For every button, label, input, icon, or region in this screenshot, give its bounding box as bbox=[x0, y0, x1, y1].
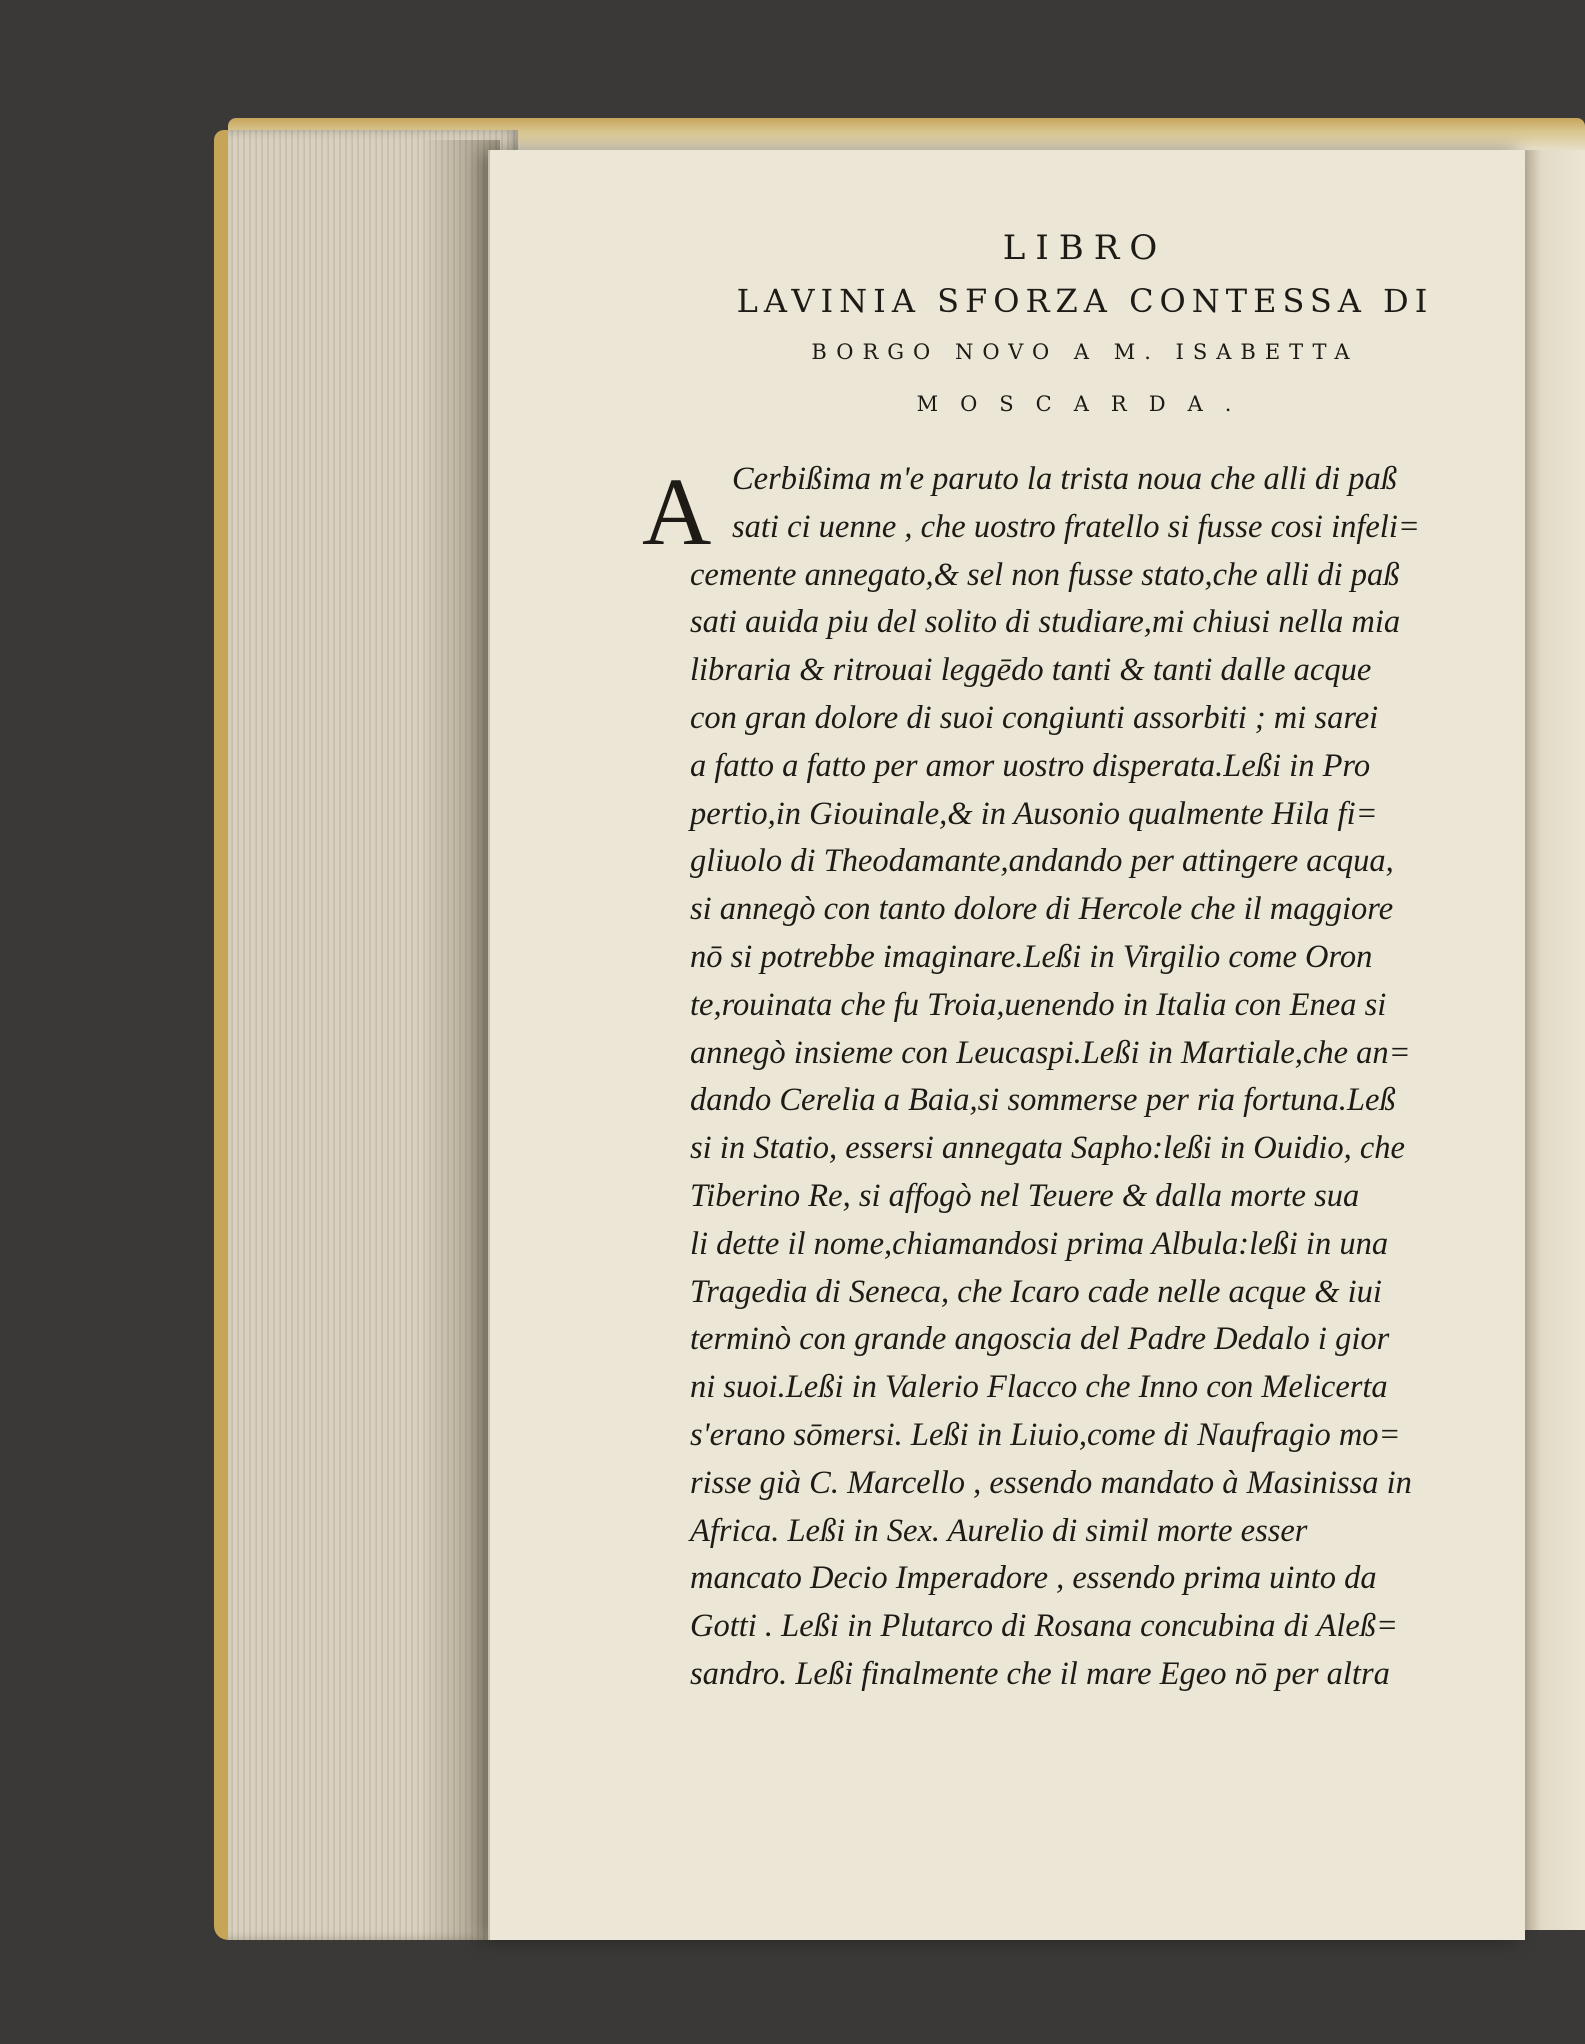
letter-body bbox=[642, 456, 1480, 1699]
text-line: Tragedia di Seneca, che Icaro cade nelle acque & iui bbox=[690, 1273, 1382, 1310]
letter-title-line-2: BORGO NOVO A M. ISABETTA bbox=[811, 340, 1359, 364]
text-line: gliuolo di Theodamante,andando per attingere acqua, bbox=[690, 843, 1394, 880]
facing-page-edge bbox=[1523, 150, 1585, 1930]
text-line: ni suoi.Leßi in Valerio Flacco che Inno con Melicerta bbox=[690, 1369, 1388, 1406]
text-line: con gran dolore di suoi congiunti assorbiti ; mi sarei bbox=[690, 699, 1379, 736]
text-line: mancato Decio Imperadore , essendo prima uinto da bbox=[690, 1560, 1377, 1597]
text-line: Africa. Leßi in Sex. Aurelio di simil morte esser bbox=[690, 1512, 1308, 1549]
text-line: sati ci uenne , che uostro fratello si fusse cosi infeli= bbox=[732, 508, 1420, 545]
text-line: terminò con grande angoscia del Padre Dedalo i gior bbox=[690, 1321, 1390, 1358]
text-line: cemente annegato,& sel non fusse stato,che alli di paß bbox=[690, 556, 1400, 593]
running-head: LIBRO bbox=[1002, 228, 1168, 268]
text-line: sandro. Leßi finalmente che il mare Egeo nō per altra bbox=[690, 1655, 1390, 1692]
text-line: a fatto a fatto per amor uostro disperata.Leßi in Pro bbox=[690, 747, 1371, 784]
letter-title-line-1: LAVINIA SFORZA CONTESSA DI bbox=[736, 282, 1434, 320]
drop-cap: A bbox=[642, 458, 712, 565]
text-line: nō si potrebbe imaginare.Leßi in Virgilio come Oron bbox=[690, 938, 1373, 975]
text-line: Cerbißima m'e paruto la trista noua che alli di paß bbox=[732, 461, 1398, 497]
text-line: risse già C. Marcello , essendo mandato à Masinissa in bbox=[690, 1464, 1412, 1501]
text-line: s'erano sōmersi. Leßi in Liuio,come di Naufragio mo= bbox=[690, 1416, 1401, 1453]
text-line: si in Statio, essersi annegata Sapho:leßi in Ouidio, che bbox=[690, 1130, 1405, 1167]
text-line: te,rouinata che fu Troia,uenendo in Italia con Enea si bbox=[690, 986, 1387, 1023]
page-text bbox=[642, 220, 1480, 1699]
text-line: pertio,in Giouinale,& in Ausonio qualmente Hila fi= bbox=[690, 795, 1378, 832]
text-line: li dette il nome,chiamandosi prima Albula:leßi in una bbox=[690, 1225, 1389, 1262]
text-line: libraria & ritrouai leggēdo tanti & tanti dalle acque bbox=[690, 652, 1372, 689]
text-line: Tiberino Re, si affogò nel Teuere & dalla morte sua bbox=[690, 1177, 1360, 1214]
letter-title-line-3: MOSCARDA. bbox=[916, 392, 1254, 416]
text-line: dando Cerelia a Baia,si sommerse per ria fortuna.Leß bbox=[690, 1082, 1396, 1119]
text-line: annegò insieme con Leucaspi.Leßi in Martiale,che an= bbox=[690, 1034, 1411, 1071]
text-line: sati auida piu del solito di studiare,mi chiusi nella mia bbox=[690, 604, 1401, 641]
text-line: si annegò con tanto dolore di Hercole che il maggiore bbox=[690, 891, 1394, 928]
text-line: Gotti . Leßi in Plutarco di Rosana concubina di Aleß= bbox=[690, 1608, 1398, 1645]
